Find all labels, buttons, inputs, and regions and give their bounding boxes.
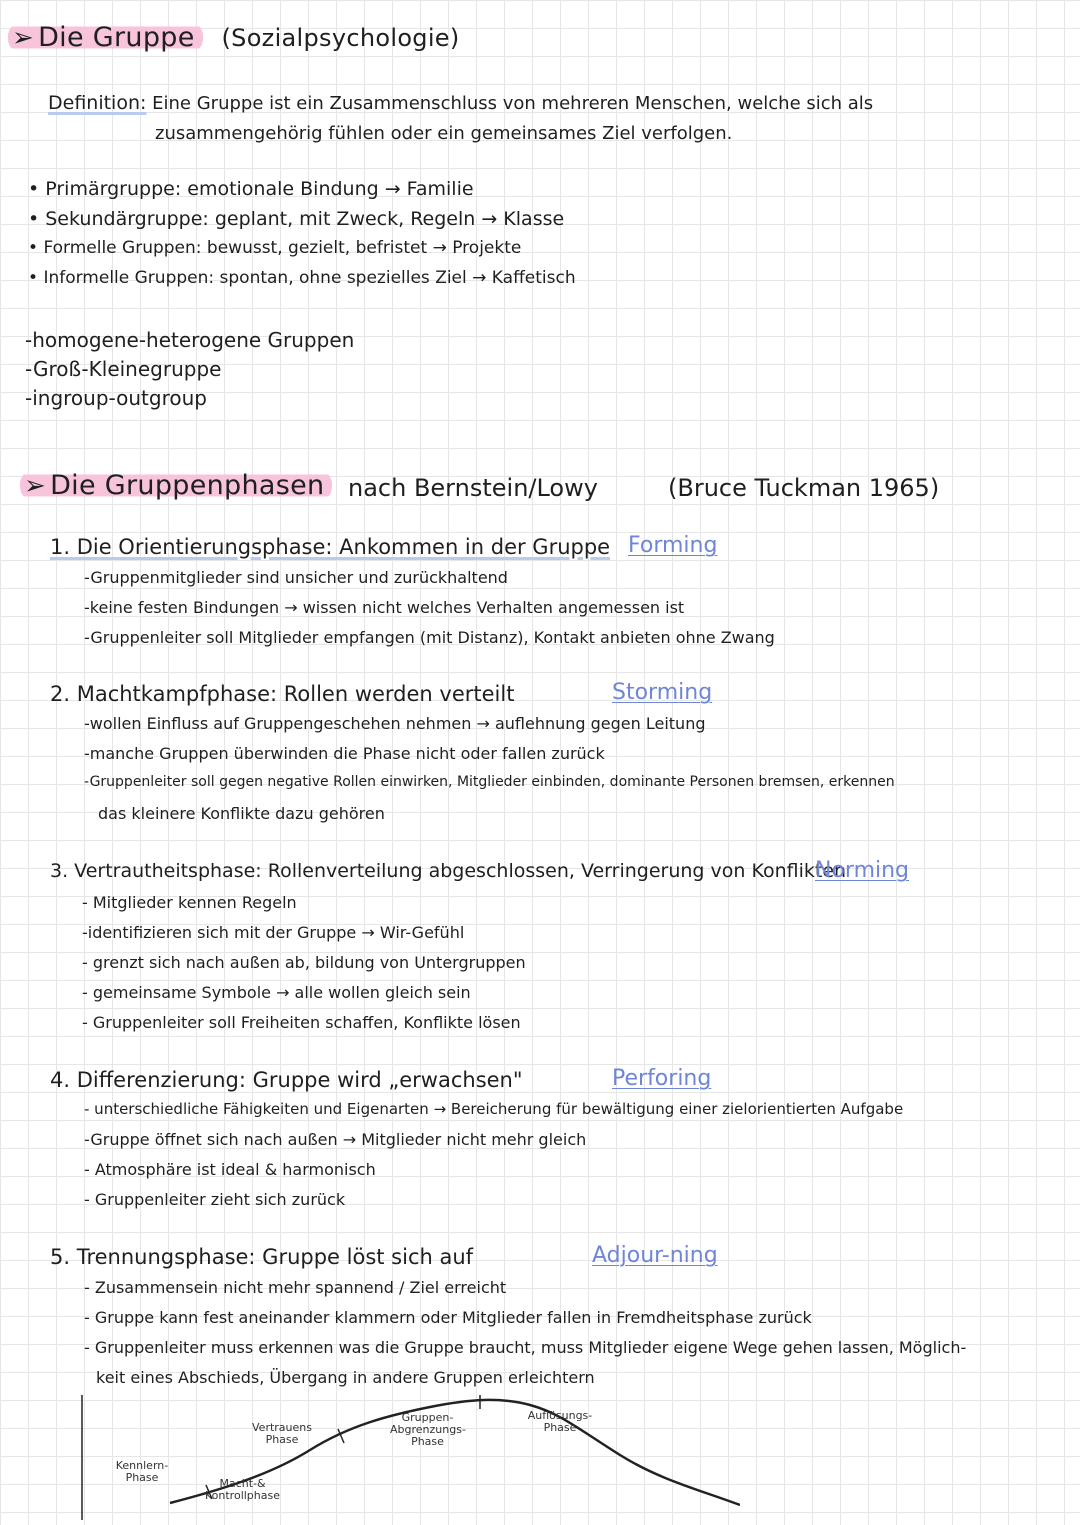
list-item: -Gruppenleiter soll gegen negative Rollen einwirken, Mitglieder einbinden, dominante Personen bremsen, erkennen <box>84 774 895 790</box>
list-item: -Gruppe öffnet sich nach außen → Mitglieder nicht mehr gleich <box>84 1130 587 1149</box>
diagram-label-aufloesungs: Auflösungs-Phase <box>527 1409 593 1434</box>
definition-line1 <box>48 92 873 114</box>
group-pairs-list <box>25 328 354 415</box>
section2-heading <box>20 470 332 501</box>
list-item: - unterschiedliche Fähigkeiten und Eigenarten → Bereicherung für bewältigung einer zielorientierten Aufgabe <box>84 1100 904 1118</box>
definition-label: Definition: <box>48 92 147 114</box>
phase3-points <box>82 893 526 1043</box>
section1-title-highlight <box>8 22 203 53</box>
phase1-points <box>84 568 775 658</box>
list-item: - Gruppenleiter soll Freiheiten schaffen, Konflikte lösen <box>82 1013 521 1032</box>
list-item: - Gruppenleiter zieht sich zurück <box>84 1190 346 1209</box>
list-item: -manche Gruppen überwinden die Phase nicht oder fallen zurück <box>84 744 605 763</box>
list-item: -keine festen Bindungen → wissen nicht welches Verhalten angemessen ist <box>84 598 685 617</box>
diagram-label-gruppen: Gruppen-Abgrenzungs-Phase <box>390 1411 466 1448</box>
diagram-label-vertrauens: Vertrauens Phase <box>252 1421 312 1446</box>
section2-title: Die Gruppenphasen <box>50 470 325 501</box>
tick-mark <box>338 1429 344 1443</box>
phase4-title: 4. Differenzierung: Gruppe wird „erwachsen" <box>50 1068 523 1092</box>
diagram-label-kennlern: Kennlern-Phase <box>115 1459 169 1484</box>
phase2-points <box>84 714 895 834</box>
list-item: -ingroup-outgroup <box>25 386 207 410</box>
definition-text-1: Eine Gruppe ist ein Zusammenschluss von mehreren Menschen, welche sich als <box>152 93 874 114</box>
definition-line2: zusammengehörig fühlen oder ein gemeinsames Ziel verfolgen. <box>155 123 733 144</box>
list-item: - Gruppenleiter muss erkennen was die Gruppe braucht, muss Mitglieder eigene Wege gehen lassen, Möglich- <box>84 1338 967 1357</box>
phase3-title: 3. Vertrautheitsphase: Rollenverteilung abgeschlossen, Verringerung von Konflikten <box>50 860 847 882</box>
section2-author: nach Bernstein/Lowy <box>348 474 598 502</box>
arrow-right-icon: ➢ <box>12 23 35 53</box>
list-item: -identifizieren sich mit der Gruppe → Wir-Gefühl <box>82 923 465 942</box>
section1-subtitle: (Sozialpsychologie) <box>221 24 460 52</box>
list-item: • Formelle Gruppen: bewusst, gezielt, befristet → Projekte <box>28 238 522 258</box>
list-item: -wollen Einfluss auf Gruppengeschehen nehmen → auflehnung gegen Leitung <box>84 714 706 733</box>
phase5-points <box>84 1278 966 1398</box>
list-item: • Primärgruppe: emotionale Bindung → Familie <box>28 178 474 200</box>
section2-title-highlight <box>20 470 332 501</box>
list-item: -Gruppenleiter soll Mitglieder empfangen (mit Distanz), Kontakt anbieten ohne Zwang <box>84 628 775 647</box>
phase4-english: Perforing <box>612 1066 712 1091</box>
list-item: -Gruppenmitglieder sind unsicher und zurückhaltend <box>84 568 508 587</box>
section1-heading <box>8 22 460 53</box>
list-item: -Groß-Kleinegruppe <box>25 357 222 381</box>
list-item: - grenzt sich nach außen ab, bildung von Untergruppen <box>82 953 526 972</box>
list-item: • Sekundärgruppe: geplant, mit Zweck, Regeln → Klasse <box>28 208 565 230</box>
phase2-english: Storming <box>612 680 713 705</box>
list-item: keit eines Abschieds, Übergang in andere Gruppen erleichtern <box>96 1368 595 1387</box>
list-item: • Informelle Gruppen: spontan, ohne spezielles Ziel → Kaffetisch <box>28 268 576 288</box>
arrow-right-icon: ➢ <box>24 471 47 501</box>
diagram-label-macht: Macht-& Kontrollphase <box>205 1477 280 1502</box>
list-item: -homogene-heterogene Gruppen <box>25 328 355 352</box>
phase3-english: Norming <box>815 858 910 883</box>
list-item: - Mitglieder kennen Regeln <box>82 893 297 912</box>
phase2-title: 2. Machtkampfphase: Rollen werden verteilt <box>50 682 515 706</box>
section1-title: Die Gruppe <box>38 22 195 53</box>
list-item: - Zusammensein nicht mehr spannend / Ziel erreicht <box>84 1278 507 1297</box>
phase4-points <box>84 1100 903 1220</box>
phase5-title: 5. Trennungsphase: Gruppe löst sich auf <box>50 1245 474 1269</box>
list-item: - Atmosphäre ist ideal & harmonisch <box>84 1160 376 1179</box>
list-item: - gemeinsame Symbole → alle wollen gleich sein <box>82 983 471 1002</box>
section2-reference: (Bruce Tuckman 1965) <box>668 474 940 502</box>
list-item: das kleinere Konflikte dazu gehören <box>98 804 385 823</box>
phase1-title: 1. Die Orientierungsphase: Ankommen in der Gruppe <box>50 535 611 559</box>
phase1-english: Forming <box>628 533 718 558</box>
list-item: - Gruppe kann fest aneinander klammern oder Mitglieder fallen in Fremdheitsphase zurück <box>84 1308 812 1327</box>
phase5-english: Adjour-ning <box>592 1243 718 1268</box>
group-types-list <box>28 178 576 298</box>
